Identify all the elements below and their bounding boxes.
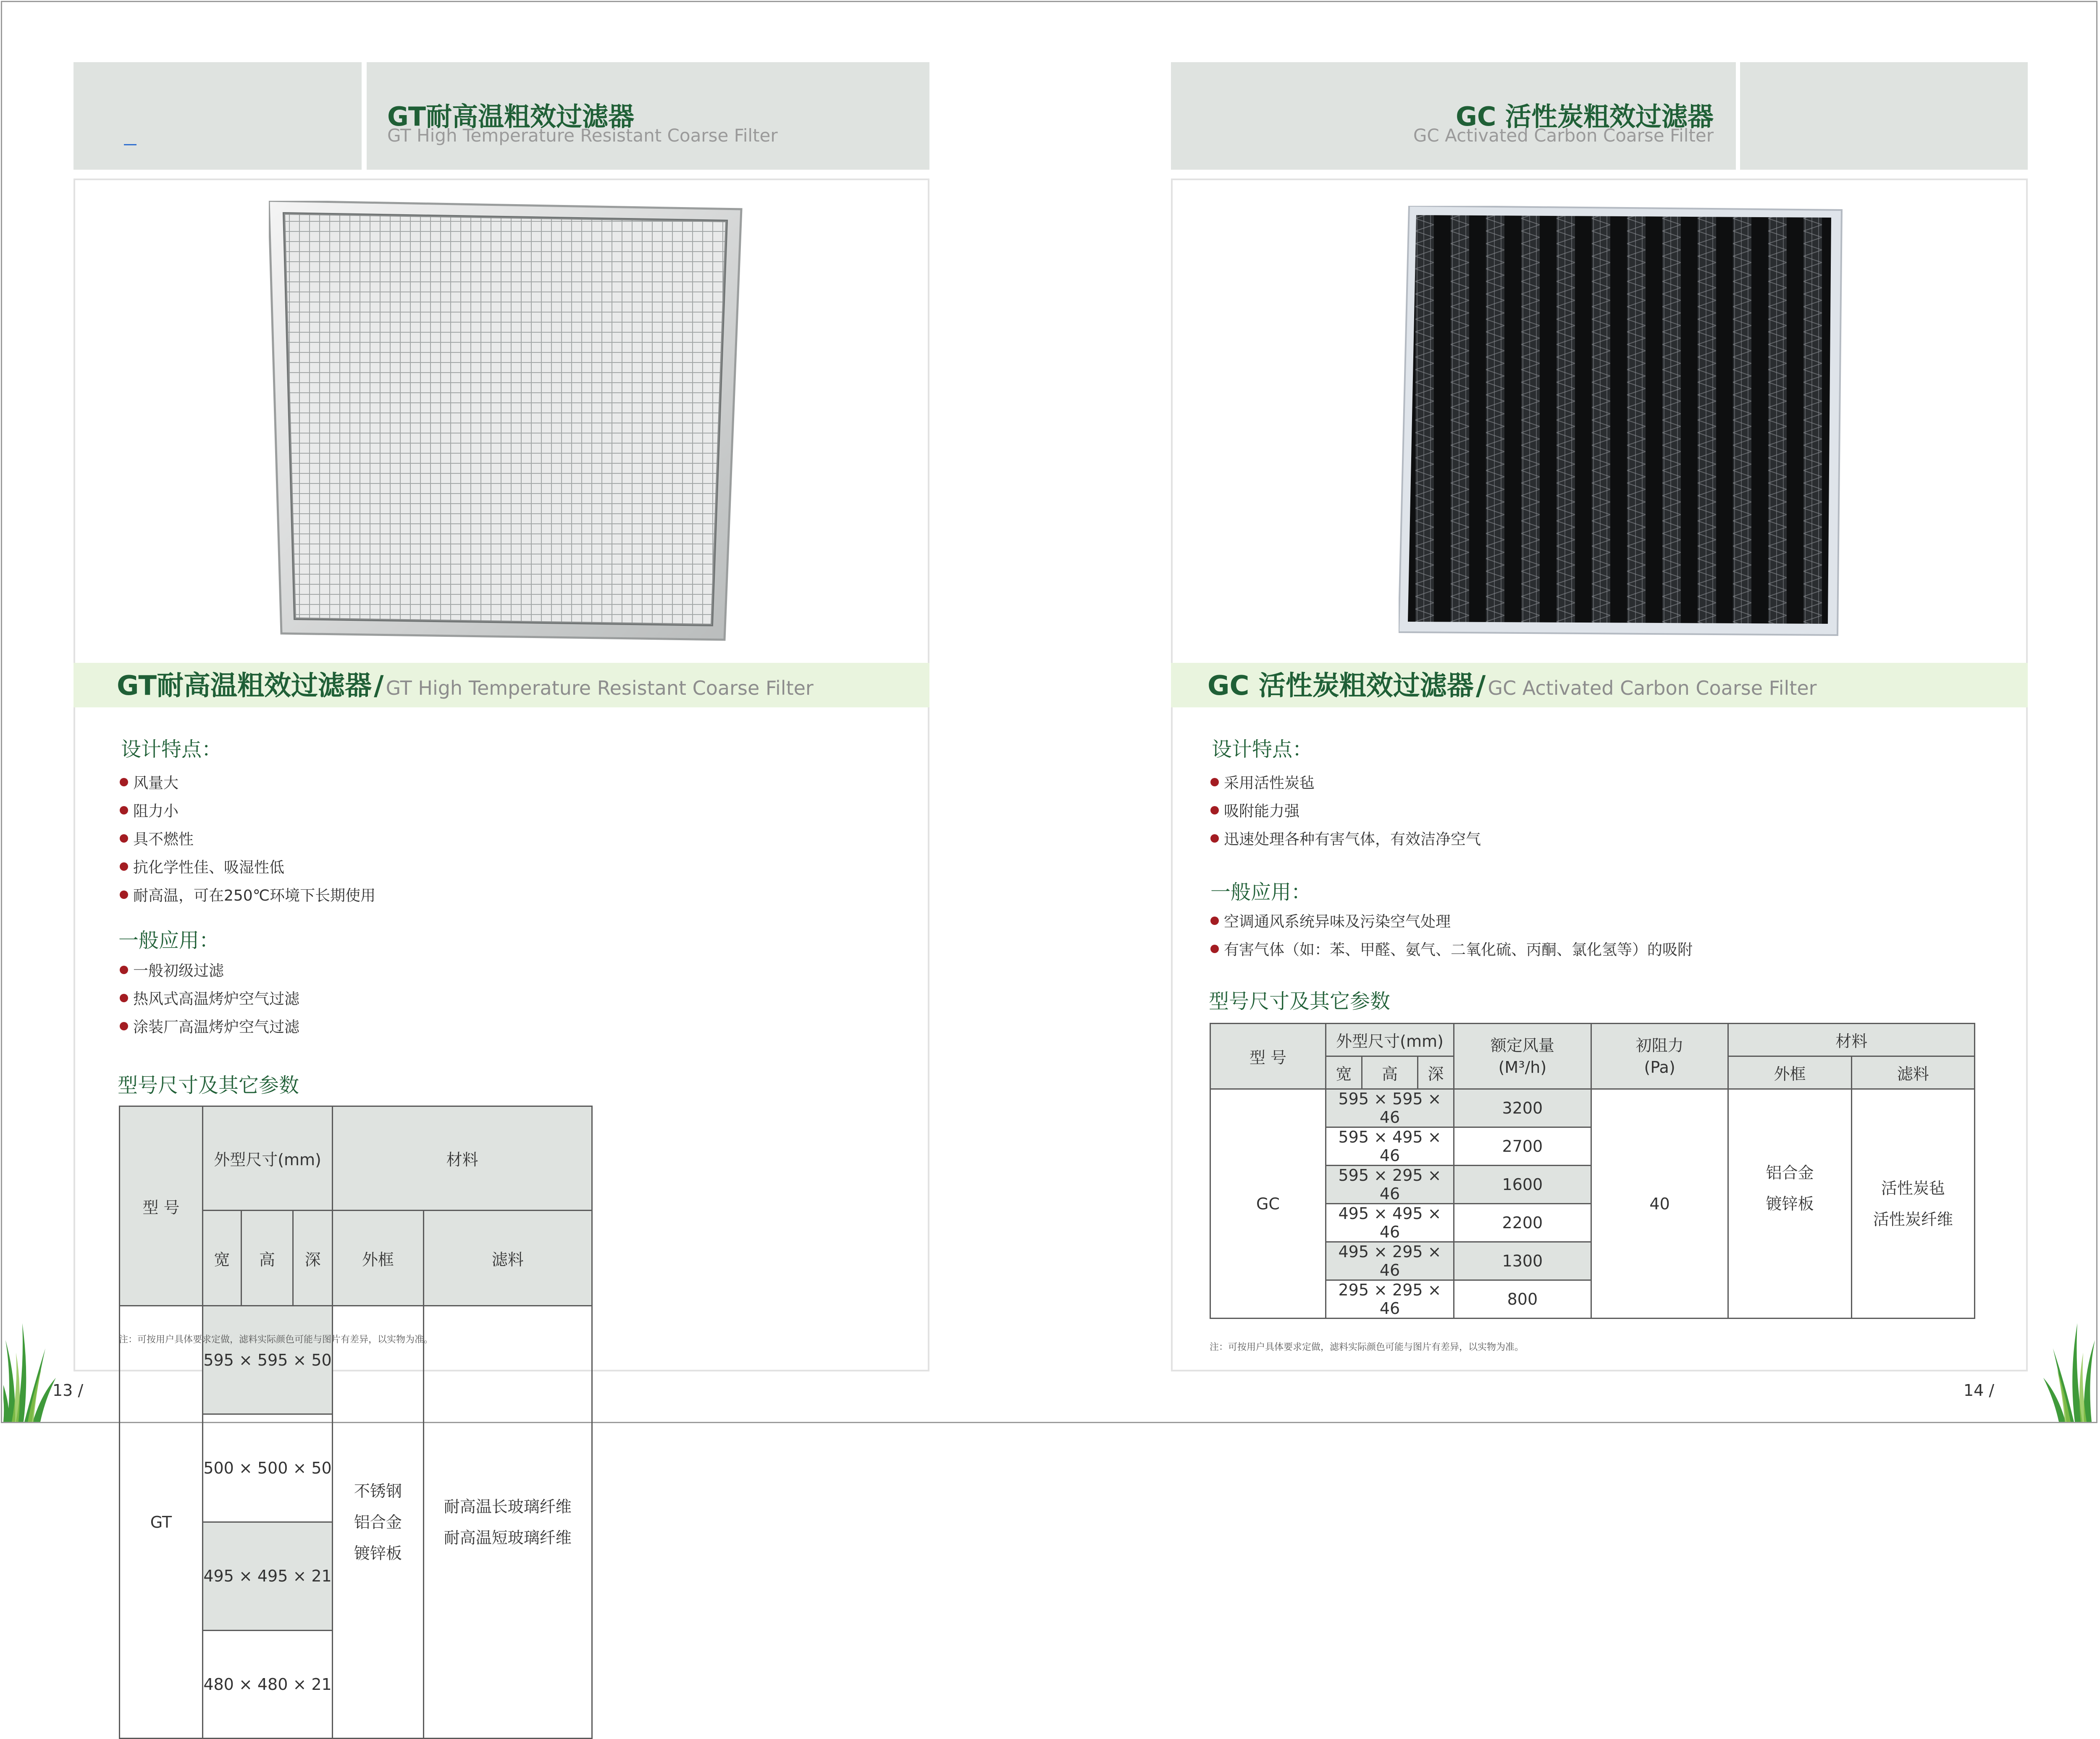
band-title xyxy=(1208,667,1817,712)
bullet-icon xyxy=(1210,806,1219,814)
features-heading: 设计特点： xyxy=(121,738,222,761)
th-depth: 深 xyxy=(1418,1056,1454,1089)
bullet-icon xyxy=(120,994,128,1002)
th-material: 材料 xyxy=(1728,1024,1975,1056)
th-width: 宽 xyxy=(202,1211,241,1306)
page-number: 14 / xyxy=(1964,1381,1995,1400)
list-item: 空调通风系统异味及污染空气处理 xyxy=(1210,906,1693,935)
band-title-en: GC Activated Carbon Coarse Filter xyxy=(1488,677,1817,699)
list-item: 迅速处理各种有害气体，有效洁净空气 xyxy=(1210,824,1481,852)
applications-list xyxy=(1210,906,1693,963)
header-title-cn: GC 活性炭粗效过滤器 xyxy=(1456,101,1714,132)
list-item: 风量大 xyxy=(120,768,375,796)
table-heading: 型号尺寸及其它参数 xyxy=(1209,990,1391,1013)
band-title-cn: GC 活性炭粗效过滤器 xyxy=(1208,670,1474,701)
cell-resistance: 40 xyxy=(1591,1089,1728,1319)
band-separator: / xyxy=(1475,670,1486,701)
cell-model: GC xyxy=(1210,1089,1326,1319)
gt-filter-image xyxy=(269,201,743,642)
band-title-en: GT High Temperature Resistant Coarse Filter xyxy=(386,677,814,699)
bullet-icon xyxy=(1210,945,1219,953)
list-item: 涂装厂高温烤炉空气过滤 xyxy=(120,1012,299,1040)
th-frame: 外框 xyxy=(1728,1056,1851,1089)
grass-decoration-icon xyxy=(2041,1311,2096,1422)
header-title-cn: GT耐高温粗效过滤器 xyxy=(387,101,635,132)
cell-airflow: 2700 xyxy=(1454,1127,1591,1166)
cell-airflow: 800 xyxy=(1454,1280,1591,1319)
applications-heading: 一般应用： xyxy=(1210,880,1312,904)
cell-media: 耐高温长玻璃纤维 耐高温短玻璃纤维 xyxy=(423,1306,592,1739)
list-item: 抗化学性佳、吸湿性低 xyxy=(120,852,375,880)
header-mark xyxy=(124,144,136,145)
cell-size: 595 × 595 × 46 xyxy=(1326,1089,1454,1127)
th-width: 宽 xyxy=(1326,1056,1362,1089)
th-frame: 外框 xyxy=(333,1211,423,1306)
gc-filter-image xyxy=(1399,206,1844,636)
page-number: 13 / xyxy=(52,1381,84,1400)
features-heading: 设计特点： xyxy=(1212,738,1313,761)
table-row xyxy=(120,1306,592,1414)
cell-airflow: 1600 xyxy=(1454,1166,1591,1204)
th-dims: 外型尺寸(mm) xyxy=(202,1106,332,1211)
th-media: 滤料 xyxy=(423,1211,592,1306)
list-item: 热风式高温烤炉空气过滤 xyxy=(120,984,299,1012)
cell-size: 495 × 495 × 46 xyxy=(1326,1204,1454,1242)
bullet-icon xyxy=(1210,834,1219,843)
th-height: 高 xyxy=(241,1211,293,1306)
header-block-left xyxy=(74,62,362,170)
cell-frame: 不锈钢 铝合金 镀锌板 xyxy=(333,1306,423,1739)
features-list xyxy=(120,768,375,909)
bullet-icon xyxy=(120,891,128,899)
cell-size: 595 × 295 × 46 xyxy=(1326,1166,1454,1204)
cell-size: 500 × 500 × 50 xyxy=(202,1414,332,1522)
bullet-icon xyxy=(120,1022,128,1030)
bullet-icon xyxy=(120,806,128,814)
list-item: 阻力小 xyxy=(120,796,375,824)
list-item: 耐高温，可在250℃环境下长期使用 xyxy=(120,880,375,909)
footnote: 注：可按用户具体要求定做，滤料实际颜色可能与图片有差异，以实物为准。 xyxy=(1210,1342,1524,1353)
th-resistance: 初阻力 (Pa) xyxy=(1591,1024,1728,1089)
bullet-icon xyxy=(120,966,128,974)
th-depth: 深 xyxy=(293,1211,332,1306)
th-dims: 外型尺寸(mm) xyxy=(1326,1024,1454,1056)
th-model: 型 号 xyxy=(1210,1024,1326,1089)
cell-airflow: 2200 xyxy=(1454,1204,1591,1242)
bullet-icon xyxy=(120,862,128,871)
bullet-icon xyxy=(120,778,128,786)
list-item: 吸附能力强 xyxy=(1210,796,1481,824)
cell-size: 480 × 480 × 21 xyxy=(202,1630,332,1738)
table-row xyxy=(1210,1089,1975,1127)
th-model: 型 号 xyxy=(120,1106,203,1306)
cell-airflow: 3200 xyxy=(1454,1089,1591,1127)
cell-size: 595 × 595 × 50 xyxy=(202,1306,332,1414)
header-block-right xyxy=(1740,62,2028,170)
band-title-cn: GT耐高温粗效过滤器 xyxy=(117,670,372,701)
cell-model: GT xyxy=(120,1306,203,1739)
bullet-icon xyxy=(1210,917,1219,925)
list-item: 有害气体（如：苯、甲醛、氨气、二氧化硫、丙酮、氯化氢等）的吸附 xyxy=(1210,935,1693,963)
table-heading: 型号尺寸及其它参数 xyxy=(118,1074,299,1097)
cell-size: 595 × 495 × 46 xyxy=(1326,1127,1454,1166)
spec-table xyxy=(119,1106,593,1739)
th-height: 高 xyxy=(1362,1056,1418,1089)
applications-list xyxy=(120,956,299,1040)
cell-size: 495 × 495 × 21 xyxy=(202,1522,332,1630)
header-title-en: GC Activated Carbon Coarse Filter xyxy=(1413,125,1714,146)
th-media: 滤料 xyxy=(1851,1056,1974,1089)
applications-heading: 一般应用： xyxy=(118,929,220,952)
spec-table xyxy=(1210,1023,1975,1319)
grass-decoration-icon xyxy=(3,1315,58,1422)
features-list xyxy=(1210,768,1481,852)
th-material: 材料 xyxy=(333,1106,592,1211)
cell-size: 295 × 295 × 46 xyxy=(1326,1280,1454,1319)
cell-size: 495 × 295 × 46 xyxy=(1326,1242,1454,1280)
band-title xyxy=(117,667,814,712)
bullet-icon xyxy=(120,834,128,843)
cell-frame: 铝合金 镀锌板 xyxy=(1728,1089,1851,1319)
bullet-icon xyxy=(1210,778,1219,786)
cell-media: 活性炭毡 活性炭纤维 xyxy=(1851,1089,1974,1319)
th-airflow: 额定风量 (M³/h) xyxy=(1454,1024,1591,1089)
band-separator: / xyxy=(374,670,384,701)
list-item: 一般初级过滤 xyxy=(120,956,299,984)
footnote: 注：可按用户具体要求定做，滤料实际颜色可能与图片有差异，以实物为准。 xyxy=(119,1334,433,1345)
list-item: 具不燃性 xyxy=(120,824,375,852)
list-item: 采用活性炭毡 xyxy=(1210,768,1481,796)
cell-airflow: 1300 xyxy=(1454,1242,1591,1280)
header-title-en: GT High Temperature Resistant Coarse Filter xyxy=(387,125,778,146)
